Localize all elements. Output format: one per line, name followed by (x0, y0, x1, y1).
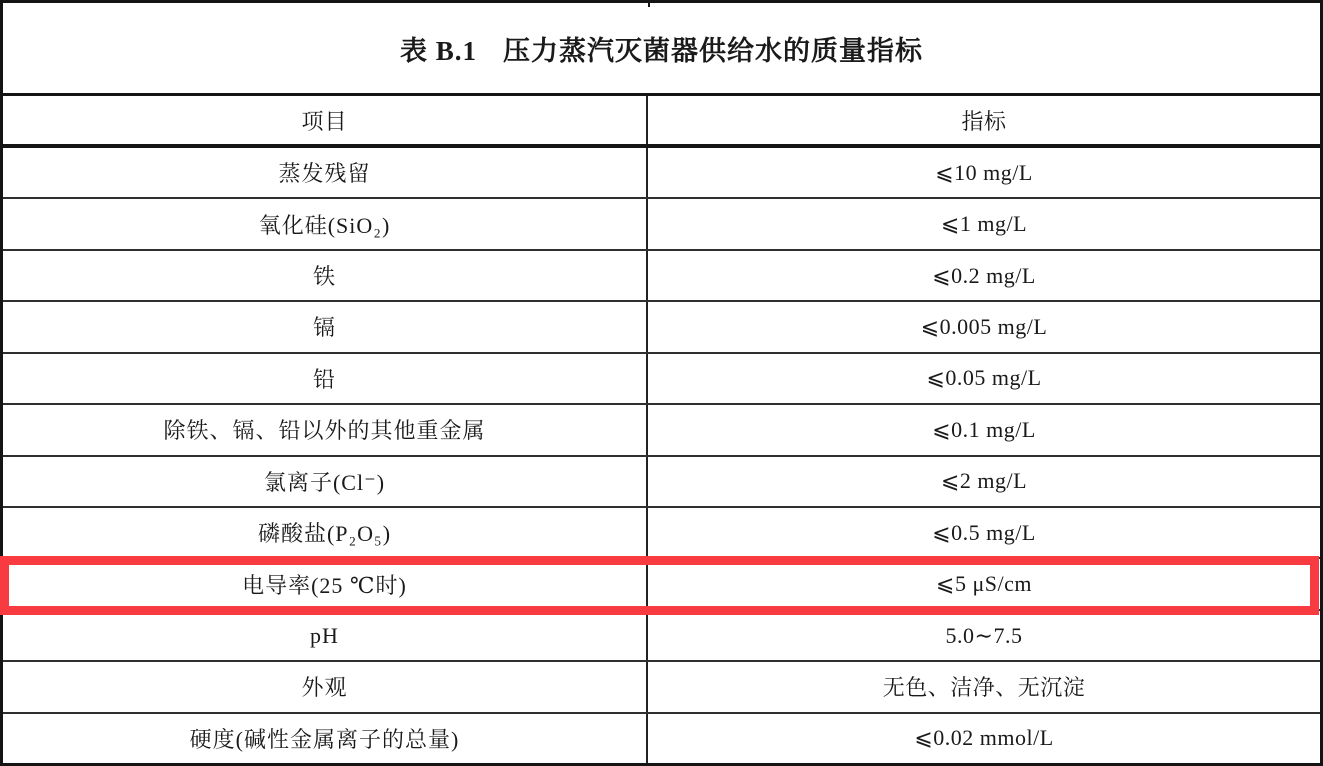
table-title (3, 3, 1320, 96)
header-value: 指标 (961, 108, 1007, 134)
item-cell: 蒸发残留 (3, 148, 648, 197)
value-cell: 无色、洁净、无沉淀 (882, 675, 1086, 701)
table-row (3, 457, 1320, 508)
item-cell: 硬度(碱性金属离子的总量) (3, 714, 648, 763)
item-cell: 氯离子(Cl⁻) (3, 457, 648, 506)
table-row (3, 199, 1320, 250)
item-cell: 外观 (3, 662, 648, 711)
table-row (3, 662, 1320, 713)
table-row (3, 508, 1320, 559)
value-cell: ⩽10 mg/L (935, 159, 1033, 185)
value-cell: 5.0∼7.5 (945, 622, 1023, 648)
table-row (3, 611, 1320, 662)
value-cell: ⩽0.05 mg/L (926, 365, 1042, 391)
value-cell: ⩽0.1 mg/L (932, 416, 1036, 442)
value-cell: ⩽0.02 mmol/L (914, 725, 1054, 751)
item-cell: 铁 (3, 251, 648, 300)
header-item: 项目 (3, 96, 648, 144)
item-cell: 铅 (3, 354, 648, 403)
table-row (3, 148, 1320, 199)
item-cell: 磷酸盐(P₂O₅) (3, 508, 648, 557)
table-body (3, 148, 1320, 763)
table-row (3, 354, 1320, 405)
value-cell: ⩽2 mg/L (940, 468, 1028, 494)
item-cell: 镉 (3, 302, 648, 351)
value-cell: ⩽5 μS/cm (936, 571, 1032, 597)
table-row (3, 714, 1320, 763)
table-row (3, 405, 1320, 456)
item-cell: 电导率(25 ℃时) (3, 559, 648, 608)
table-title-text: 压力蒸汽灭菌器供给水的质量指标 (503, 35, 923, 66)
value-cell: ⩽0.005 mg/L (920, 313, 1048, 339)
table-row (3, 302, 1320, 353)
column-divider-stub (648, 0, 650, 7)
value-cell: ⩽1 mg/L (940, 211, 1028, 237)
value-cell: ⩽0.2 mg/L (932, 262, 1036, 288)
table-row-highlighted (3, 559, 1320, 610)
item-cell: 除铁、镉、铅以外的其他重金属 (3, 405, 648, 454)
table-header-row (3, 96, 1320, 148)
value-cell: ⩽0.5 mg/L (932, 519, 1036, 545)
table-row (3, 251, 1320, 302)
item-cell: 氧化硅(SiO₂) (3, 199, 648, 248)
item-cell: pH (3, 611, 648, 660)
table-label: 表 B.1 (399, 35, 477, 66)
